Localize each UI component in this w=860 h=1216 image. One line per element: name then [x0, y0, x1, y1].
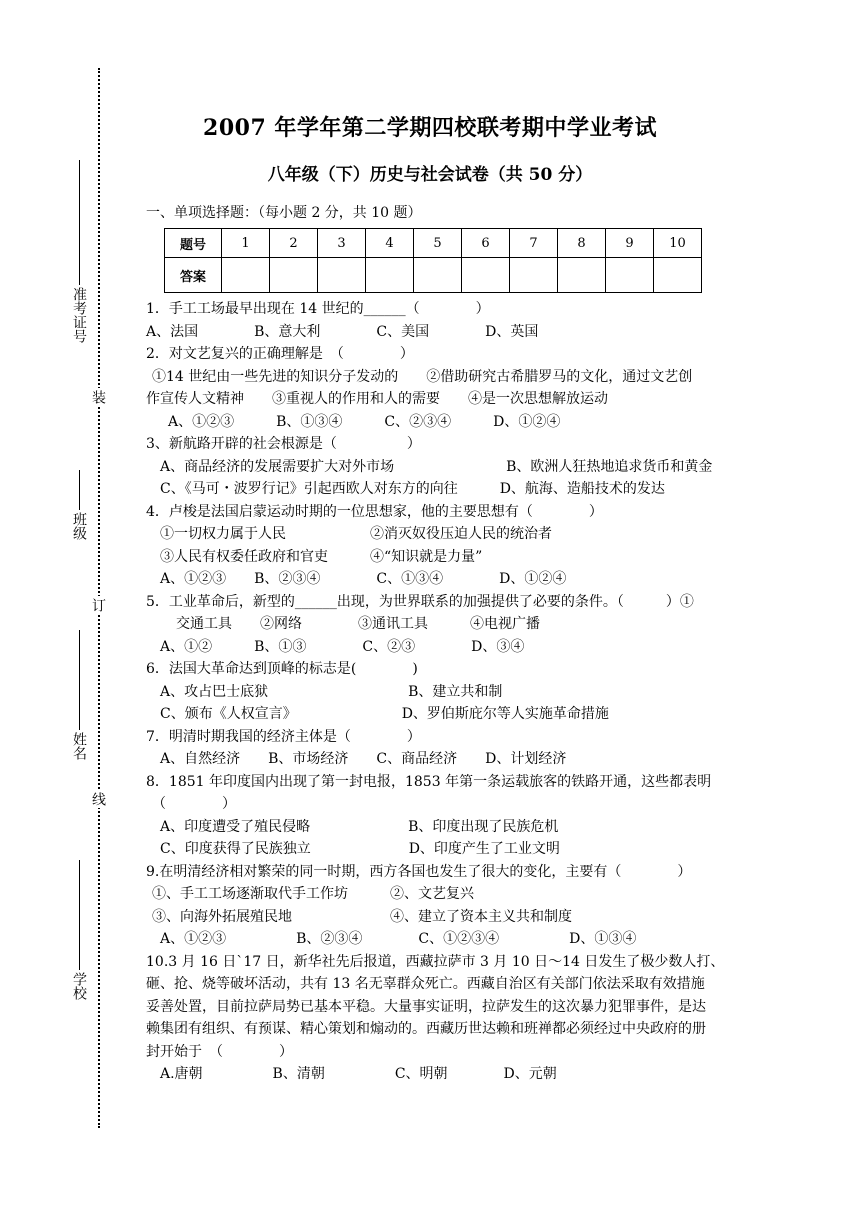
question-number-cell: 7: [510, 229, 558, 258]
question-line: 10.3 月 16 日`17 日，新华社先后报道，西藏拉萨市 3 月 10 日～14 日发生了极少数人打、: [146, 953, 725, 970]
question-line: ③、向海外拓展殖民地 ④、建立了资本主义共和制度: [152, 908, 572, 925]
section-heading: 一、单项选择题：（每小题 2 分，共 10 题）: [146, 205, 422, 221]
answer-cell[interactable]: [558, 258, 606, 293]
school-field[interactable]: [72, 860, 86, 1000]
name-field[interactable]: [72, 630, 86, 760]
question-line: 4．卢梭是法国启蒙运动时期的一位思想家，他的主要思想有（ ）: [146, 503, 603, 520]
question-line: 1．手工工场最早出现在 14 世纪的______（ ）: [146, 301, 490, 317]
question-line: A、自然经济 B、市场经济 C、商品经济 D、计划经济: [160, 751, 567, 767]
question-line: 封开始于 （ ）: [146, 1043, 293, 1060]
question-line: A、①② B、①③ C、②③ D、③④: [160, 638, 525, 655]
answer-cell[interactable]: [222, 258, 270, 293]
class-label: 班级: [71, 512, 87, 540]
answer-cell[interactable]: [654, 258, 702, 293]
question-number-cell: 4: [366, 229, 414, 258]
question-line: ③人民有权委任政府和官吏 ④“知识就是力量”: [160, 548, 483, 565]
school-blank[interactable]: [79, 860, 80, 970]
question-number-header: 题号: [165, 229, 222, 258]
answer-cell[interactable]: [606, 258, 654, 293]
exam-title: 2007 年学年第二学期四校联考期中学业考试: [203, 115, 657, 141]
school-label: 学校: [71, 972, 87, 1000]
question-line: A、商品经济的发展需要扩大对外市场 B、欧洲人狂热地追求货币和黄金: [160, 458, 713, 475]
answer-cell[interactable]: [510, 258, 558, 293]
question-line: 2．对文艺复兴的正确理解是 （ ）: [146, 346, 414, 362]
question-line: C、颁布《人权宣言》 D、罗伯斯庇尔等人实施革命措施: [160, 706, 609, 722]
answer-table: [164, 228, 702, 293]
question-number-cell: 1: [222, 229, 270, 258]
question-line: 8．1851 年印度国内出现了第一封电报，1853 年第一条运载旅客的铁路开通，这些都表明: [146, 773, 712, 790]
answer-cell[interactable]: [270, 258, 318, 293]
binding-mark-zhuang: 装: [90, 390, 106, 404]
question-line: 妥善处置，目前拉萨局势已基本平稳。大量事实证明，拉萨发生的这次暴力犯罪事件，是达: [146, 998, 706, 1015]
question-line: A、①②③ B、①③④ C、②③④ D、①②④: [168, 413, 561, 430]
answer-cell[interactable]: [366, 258, 414, 293]
question-line: A、①②③ B、②③④ C、①②③④ D、①③④: [160, 931, 637, 947]
question-line: A、攻占巴士底狱 B、建立共和制: [160, 683, 503, 700]
question-line: 5．工业革命后，新型的______出现，为世界联系的加强提供了必要的条件。（ ）①: [146, 593, 694, 610]
question-line: 3、新航路开辟的社会根源是（ ）: [146, 436, 421, 452]
binding-mark-xian: 线: [90, 792, 106, 806]
question-number-cell: 6: [462, 229, 510, 258]
question-line: C、《马可・波罗行记》引起西欧人对东方的向往 D、航海、造船技术的发达: [160, 481, 665, 497]
question-line: ①、手工工场逐渐取代手工作坊 ②、文艺复兴: [152, 886, 474, 902]
question-line: A、①②③ B、②③④ C、①③④ D、①②④: [160, 571, 567, 587]
question-line: 6．法国大革命达到顶峰的标志是( ): [146, 661, 418, 677]
answer-header: 答案: [165, 258, 222, 293]
question-line: C、印度获得了民族独立 D、印度产生了工业文明: [160, 841, 560, 857]
question-line: 交通工具 ②网络 ③通讯工具 ④电视广播: [176, 616, 540, 632]
class-blank[interactable]: [79, 470, 80, 510]
name-blank[interactable]: [79, 630, 80, 730]
question-line: 砸、抢、烧等破坏活动，共有 13 名无辜群众死亡。西藏自治区有关部门依法采取有效措施: [146, 976, 705, 992]
answer-cell[interactable]: [414, 258, 462, 293]
question-line: A、法国 B、意大利 C、美国 D、英国: [146, 323, 539, 340]
question-line: A.唐朝 B、清朝 C、明朝 D、元朝: [160, 1066, 557, 1082]
binding-mark-ding: 订: [90, 598, 106, 612]
exam-number-field[interactable]: [72, 160, 86, 343]
exam-number-label: 准考证号: [71, 287, 87, 343]
question-number-cell: 3: [318, 229, 366, 258]
question-number-cell: 10: [654, 229, 702, 258]
question-line: ①14 世纪由一些先进的知识分子发动的 ②借助研究古希腊罗马的文化，通过文艺创: [152, 368, 693, 385]
exam-subtitle: 八年级（下）历史与社会试卷（共 50 分）: [267, 165, 593, 185]
answer-cell[interactable]: [318, 258, 366, 293]
answer-row: [165, 258, 702, 293]
question-number-cell: 9: [606, 229, 654, 258]
question-number-cell: 5: [414, 229, 462, 258]
question-line: ①一切权力属于人民 ②消灭奴役压迫人民的统治者: [160, 526, 552, 542]
question-line: 赖集团有组织、有预谋、精心策划和煽动的。西藏历世达赖和班禅都必须经过中央政府的册: [146, 1021, 706, 1037]
question-number-cell: 8: [558, 229, 606, 258]
name-label: 姓名: [71, 732, 87, 760]
question-number-cell: 2: [270, 229, 318, 258]
question-line: 作宣传人文精神 ③重视人的作用和人的需要 ④是一次思想解放运动: [146, 391, 608, 407]
question-line: A、印度遭受了殖民侵略 B、印度出现了民族危机: [160, 818, 559, 835]
question-line: 7．明清时期我国的经济主体是（ ）: [146, 728, 421, 745]
question-line: （ ）: [152, 796, 236, 812]
question-line: 9.在明清经济相对繁荣的同一时期，西方各国也发生了很大的变化，主要有（ ）: [146, 863, 692, 880]
class-field[interactable]: [72, 470, 86, 540]
question-number-row: [165, 229, 702, 258]
answer-cell[interactable]: [462, 258, 510, 293]
